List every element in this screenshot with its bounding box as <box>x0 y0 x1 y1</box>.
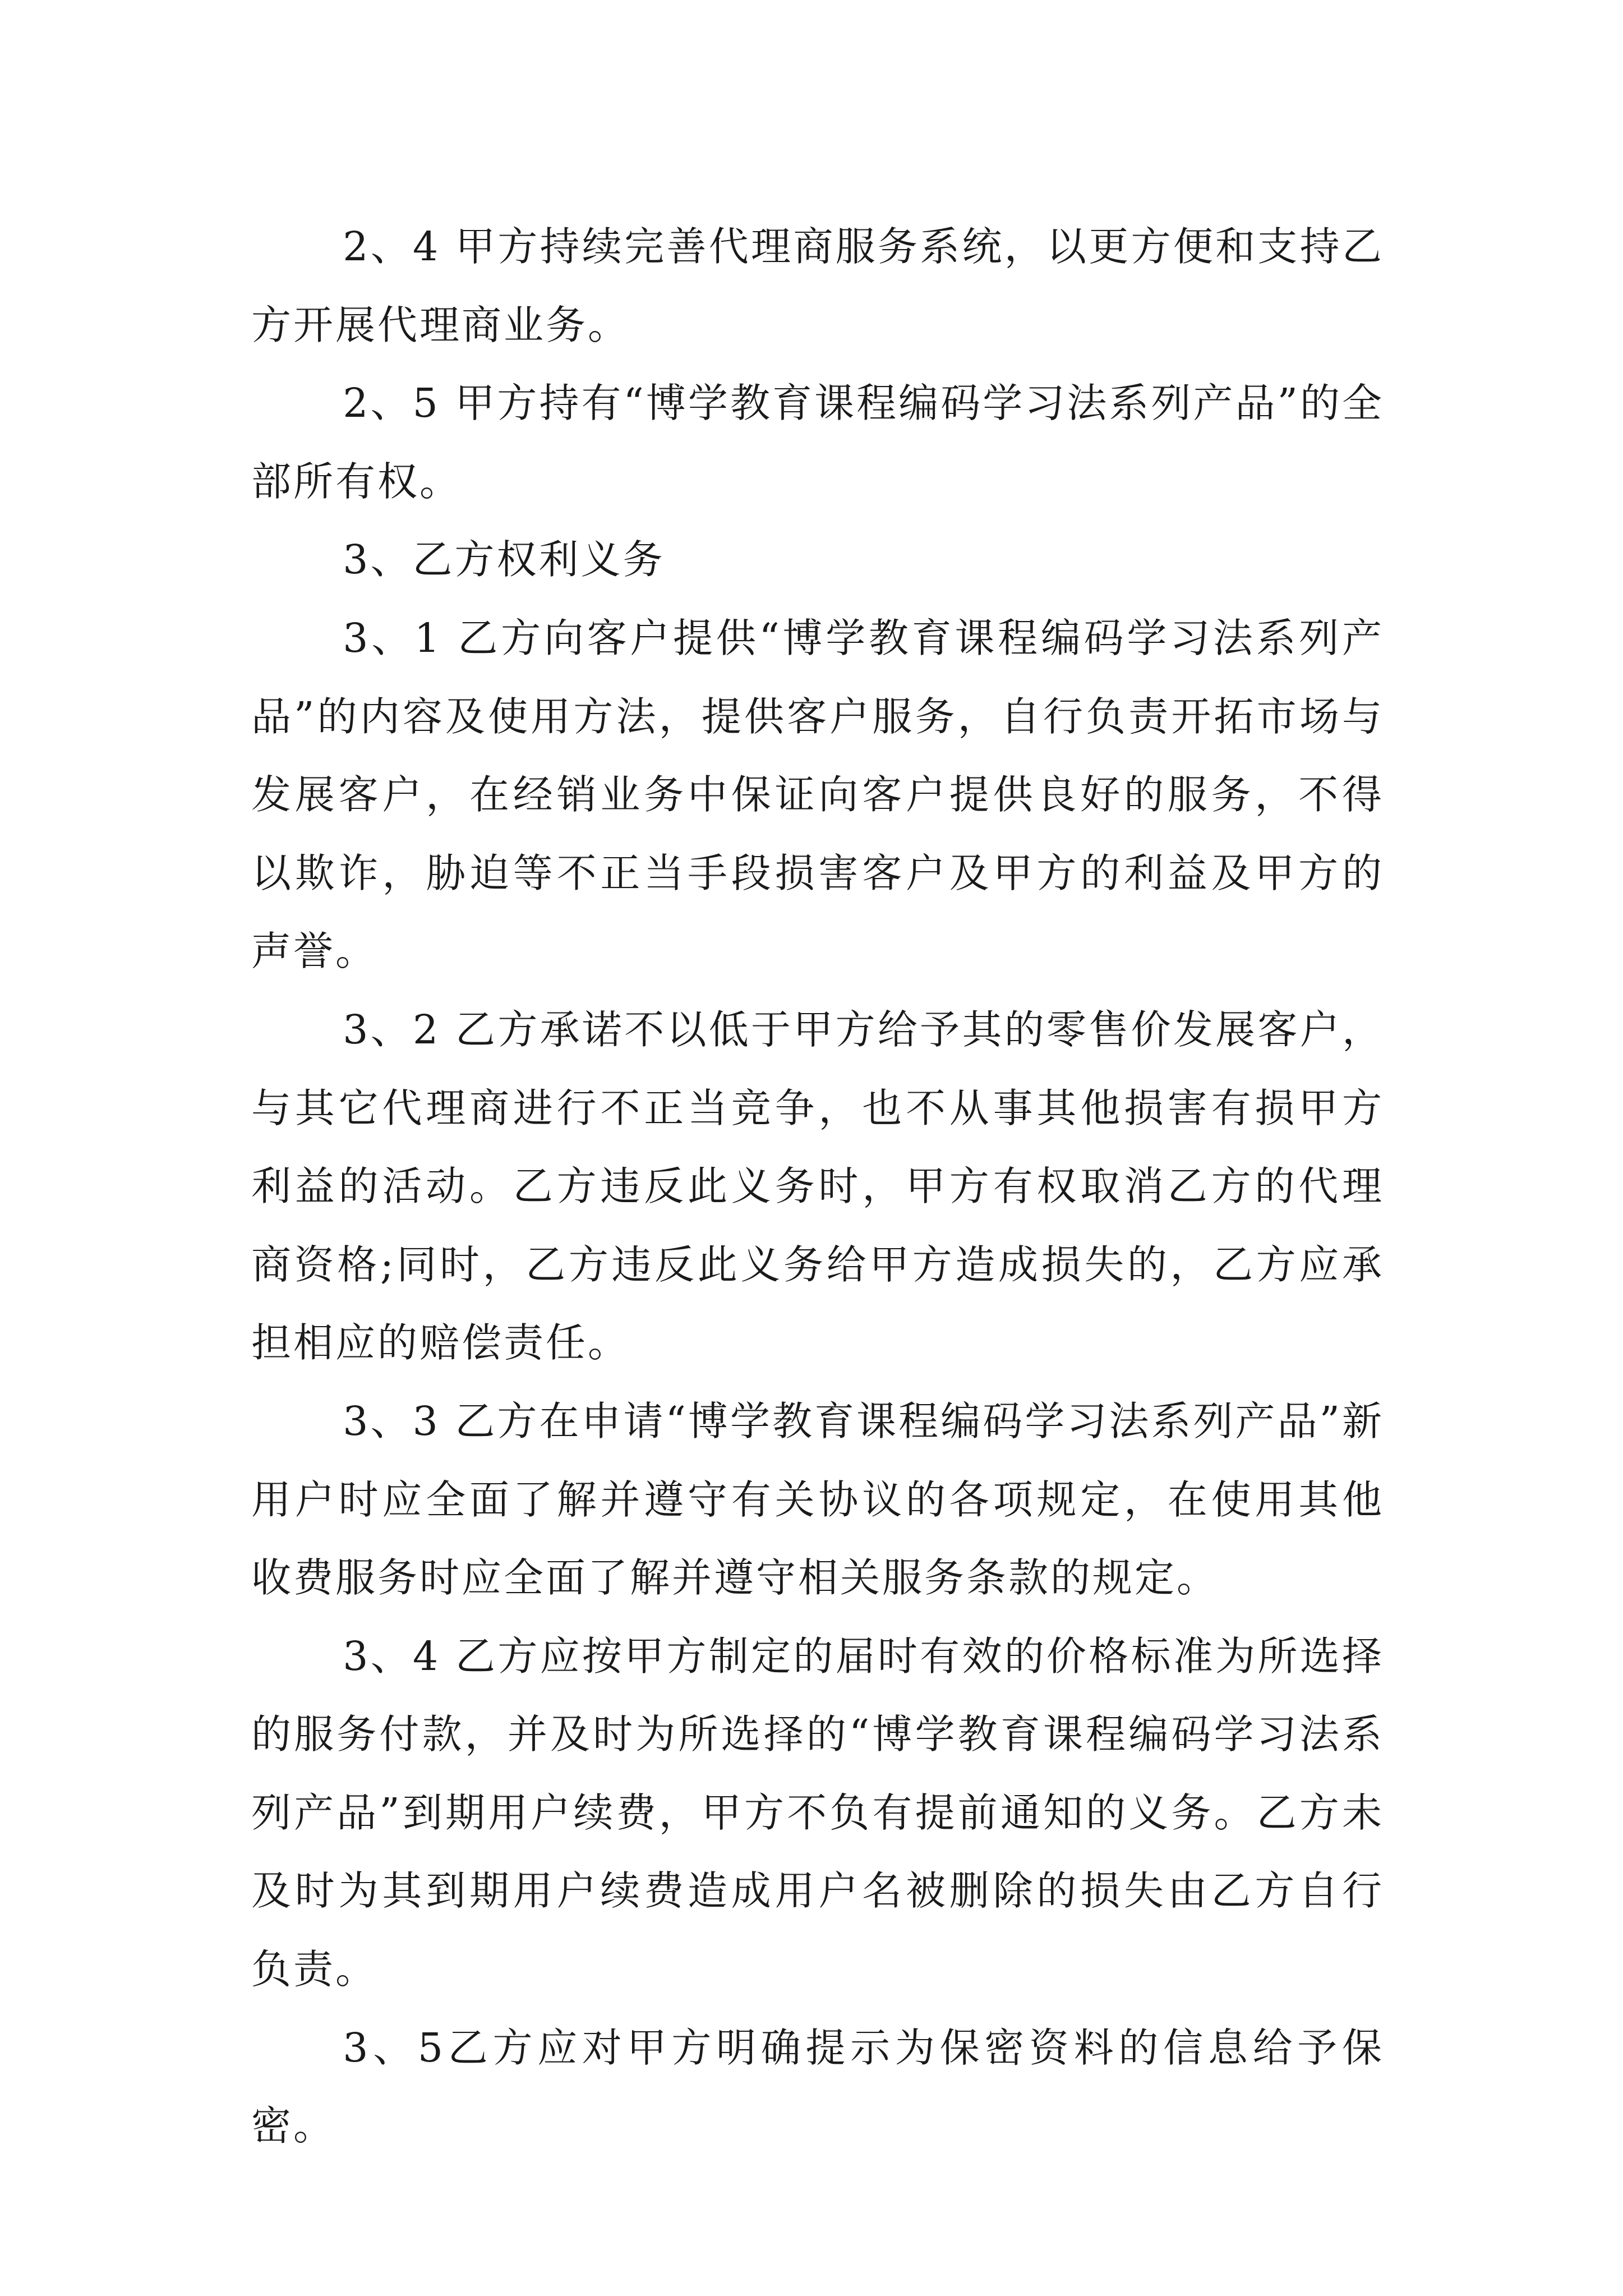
section-heading-3: 3、乙方权利义务 <box>343 536 665 583</box>
paragraph-3-2: 3、2 乙方承诺不以低于甲方给予其的零售价发展客户，与其它代理商进行不正当竞争，也不从事其他损害有损甲方利益的活动。乙方违反此义务时，甲方有权取消乙方的代理商资格;同时，乙方违反此义务给甲方造成损失的，乙方应承担相应的赔偿责任。 <box>251 1006 1384 1366</box>
paragraph-3-5: 3、5乙方应对甲方明确提示为保密资料的信息给予保密。 <box>251 2024 1384 2150</box>
document-body <box>251 208 1384 2165</box>
paragraph-2-5: 2、5 甲方持有“博学教育课程编码学习法系列产品”的全部所有权。 <box>251 380 1384 505</box>
paragraph-3-3: 3、3 乙方在申请“博学教育课程编码学习法系列产品”新用户时应全面了解并遵守有关协议的各项规定，在使用其他收费服务时应全面了解并遵守相关服务条款的规定。 <box>251 1397 1384 1602</box>
paragraph-3-1: 3、1 乙方向客户提供“博学教育课程编码学习法系列产品”的内容及使用方法，提供客户服务，自行负责开拓市场与发展客户，在经销业务中保证向客户提供良好的服务，不得以欺诈，胁迫等不正当手段损害客户及甲方的利益及甲方的声誉。 <box>251 614 1384 975</box>
paragraph-2-4: 2、4 甲方持续完善代理商服务系统，以更方便和支持乙方开展代理商业务。 <box>251 223 1384 348</box>
paragraph-3-4: 3、4 乙方应按甲方制定的届时有效的价格标准为所选择的服务付款，并及时为所选择的“博学教育课程编码学习法系列产品”到期用户续费，甲方不负有提前通知的义务。乙方未及时为其到期用户续费造成用户名被删除的损失由乙方自行负责。 <box>251 1632 1384 1993</box>
